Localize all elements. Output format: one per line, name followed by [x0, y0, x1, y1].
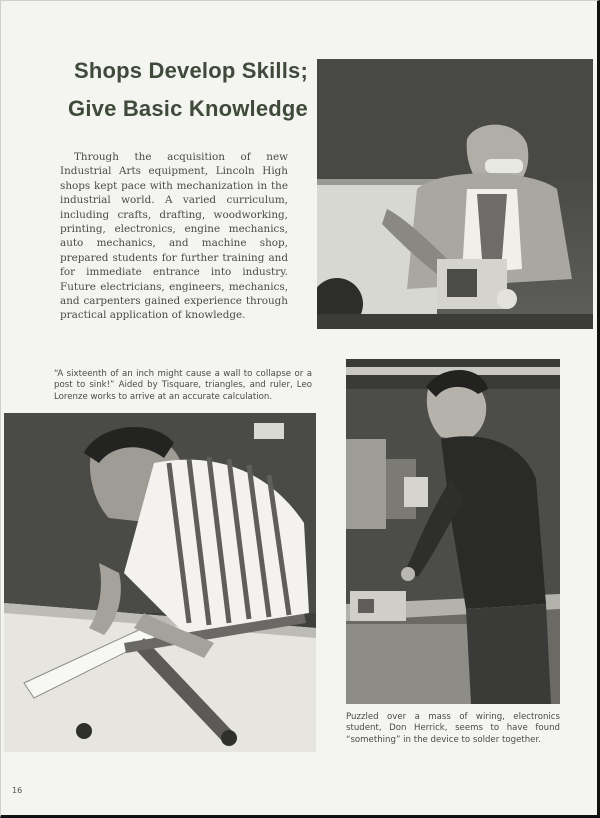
page-headline	[28, 52, 308, 128]
headline-line-1: Shops Develop Skills;	[73, 58, 308, 83]
intro-paragraph: Through the acquisition of new Industrial Arts equipment, Lincoln High shops kept pace with mechanization in the industrial world. A varied curriculum, including crafts, drafting, woodworking, printing, electronics, engine mechanics, auto mechanics, and machine shop, prepared students for further training and for immediate entrance into industry. Future electricians, engineers, mechanics, and carpenters gained experience through practical application of knowledge.	[60, 151, 288, 322]
headline-line-2: Give Basic Knowledge	[68, 96, 308, 121]
page-number: 16	[12, 786, 23, 795]
machine-shop-photo	[317, 59, 593, 329]
electronics-caption: Puzzled over a mass of wiring, electronics student, Don Herrick, seems to have found “something” in the device to solder together.	[346, 712, 560, 745]
drafting-caption: “A sixteenth of an inch might cause a wall to collapse or a post to sink!” Aided by Tisquare, triangles, and ruler, Leo Lorenze works to arrive at an accurate calculation.	[54, 369, 312, 402]
electronics-photo	[346, 359, 560, 704]
drafting-photo	[4, 413, 316, 752]
